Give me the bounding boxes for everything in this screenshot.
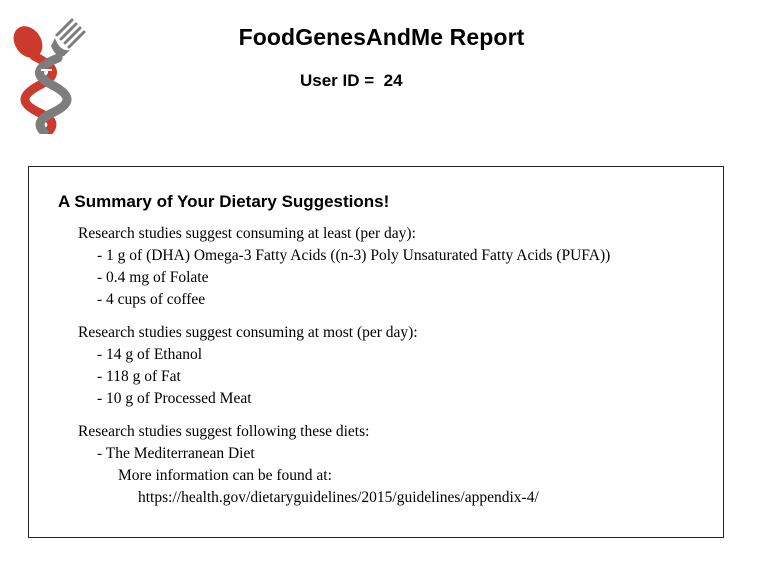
summary-heading: A Summary of Your Dietary Suggestions! (58, 192, 390, 211)
more-info-label: More information can be found at: (118, 467, 332, 484)
at-least-intro: Research studies suggest consuming at least (per day): (78, 225, 416, 242)
report-title: FoodGenesAndMe Report (238, 24, 525, 50)
more-info-url: https://health.gov/dietaryguidelines/2015/guidelines/appendix-4/ (138, 489, 539, 506)
diets-intro: Research studies suggest following these diets: (78, 423, 370, 440)
summary-box (28, 166, 724, 538)
user-id-label: User ID = (300, 71, 375, 90)
user-id-value: 24 (383, 71, 403, 90)
at-least-item-omega3: - 1 g of (DHA) Omega-3 Fatty Acids ((n-3) Poly Unsaturated Fatty Acids (PUFA)) (97, 247, 611, 264)
at-most-item-fat: - 118 g of Fat (97, 368, 181, 385)
at-most-item-ethanol: - 14 g of Ethanol (97, 346, 203, 363)
at-most-item-processed-meat: - 10 g of Processed Meat (97, 390, 252, 407)
at-least-item-folate: - 0.4 mg of Folate (97, 269, 209, 286)
at-most-intro: Research studies suggest consuming at most (per day): (78, 324, 418, 341)
diets-item-mediterranean: - The Mediterranean Diet (97, 445, 255, 462)
at-least-item-coffee: - 4 cups of coffee (97, 291, 206, 308)
user-id (300, 71, 403, 91)
